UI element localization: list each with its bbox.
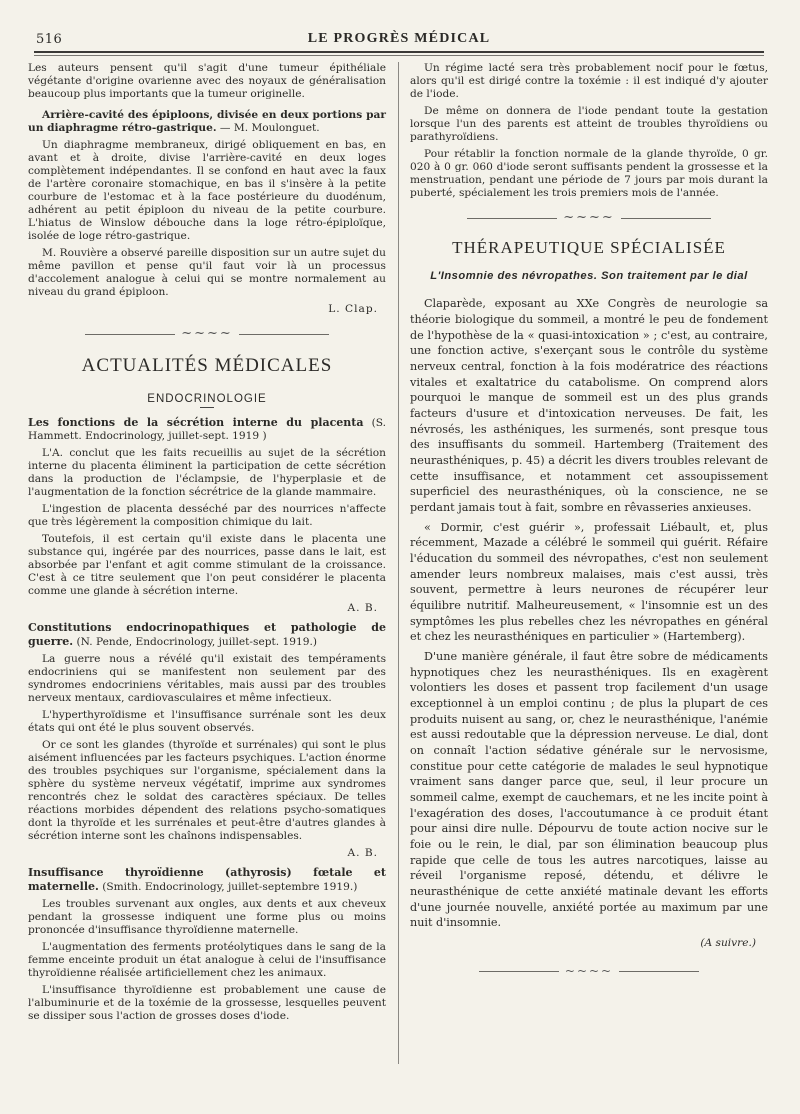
ornament-glyph: ~~~~ — [563, 210, 615, 226]
a1-heading — [28, 416, 386, 443]
a2-signature: A. B. — [347, 847, 378, 860]
page-header — [34, 28, 764, 50]
a1-paragraph-1: L'A. conclut que les faits recueillis au sujet de la sécrétion interne du placenta éliminent la participation de cette sécrétion dans la production de l'éclampsie, de l'hyperplasie et de l'augmentation de la fonction sécrétrice de la glande mammaire. — [28, 446, 386, 498]
left-column — [28, 62, 386, 1027]
a2-paragraph-1: La guerre nous a révélé qu'il existait des tempéraments endocriniens qui se manifestent non seulement par des syndromes endocriniens véritables, mais aussi par des troubles nerveux mentaux, cardiovasculaires et même infectieux. — [28, 653, 386, 705]
subsection-endocrinologie — [28, 392, 386, 408]
a2-paragraph-2: L'hyperthyroïdisme et l'insuffisance surrénale sont les deux états qui ont été le plus souvent observés. — [28, 709, 386, 735]
article-insomnie-body — [410, 296, 768, 931]
a2-reference: (N. Pende, Endocrinology, juillet-sept. 1919.) — [76, 636, 317, 648]
article-constitutions — [28, 621, 386, 860]
article-insuffisance — [28, 866, 386, 1023]
a1-signature: A. B. — [347, 601, 378, 614]
right-paragraph-2: De même on donnera de l'iode pendant toute la gestation lorsque l'un des parents est atteint de troubles thyroïdiens ou parathyroïdiens. — [410, 105, 768, 144]
subsection-label: ENDOCRINOLOGIE — [147, 392, 267, 405]
end-ornament-glyph: ~~~~ — [564, 964, 614, 979]
a3-paragraph-1: Les troubles survenant aux ongles, aux dents et aux cheveux pendant la grossesse indiquent une forme plus ou moins prononcée d'insuffisance thyroïdienne maternelle. — [28, 898, 386, 937]
a3-reference: (Smith. Endocrinology, juillet-septembre 1919.) — [102, 881, 358, 894]
article-subtitle-insomnie: L'Insomnie des névropathes. Son traitement par le dial — [430, 270, 748, 283]
subsection-dash — [200, 407, 214, 408]
insomnie-paragraph-2: « Dormir, c'est guérir », professait Liébault, et, plus récemment, Mazade a célébré le sommeil qui guérit. Réfaire l'éducation du sommeil des névropathes, c'est non seulement amender leurs nombreux malaises, mais c'est aussi, très souvent, permettre à leurs neurones de récupérer leur équilibre nutritif. Malheureusement, « l'insomnie est un des symptômes les plus rebelles chez les névropathes en général et chez les neurasthéniques en particulier » (Hartemberg). — [410, 520, 768, 644]
ornament-glyph: ~~~~ — [181, 326, 233, 342]
a3-paragraph-3: L'insuffisance thyroïdienne est probablement une cause de l'albuminurie et de la toxémie de la grossesse, lesquelles peuvent se dissiper sous l'action de grosses doses d'iode. — [28, 984, 386, 1023]
insomnie-paragraph-1: Claparède, exposant au XXe Congrès de neurologie sa théorie biologique du sommeil, a montré le peu de fondement de l'hypothèse de la « quasi-intoxication » ; c'est, au contraire, une fonction active, s'exerçant sous le contrôle du système nerveux central, fonction à la fois modératrice des réactions vitales et exaltatrice du catabolisme. On comprend alors pourquoi le manque de sommeil est un des plus grands facteurs d'usure et d'intoxication nerveuses. De fait, les névrosés, les asthéniques, les surmenés, sont presque tous des insuffisants du sommeil. Hartemberg (Traitement des neurasthéniques, p. 45) a décrit les divers troubles relevant de cette insuffisance, et notamment cet assoupissement superficiel des neurasthéniques, où la conscience, ne se perdant jamais tout à fait, sombre en rêvasseries anxieuses. — [410, 297, 768, 514]
a3-heading — [28, 866, 386, 894]
arriere-author: — M. Moulonguet. — [219, 122, 320, 135]
page-number: 516 — [36, 32, 63, 47]
right-paragraph-3: Pour rétablir la fonction normale de la glande thyroïde, 0 gr. 020 à 0 gr. 060 d'iode seront suffisants pendent la grossesse et la menstruation, pendant une période de 7 jours par mois durant la puberté, spécialement les trois premiers mois de l'année. — [410, 148, 768, 200]
end-ornament — [410, 964, 768, 979]
a-suivre-note: (A suivre.) — [700, 937, 756, 950]
header-rule — [34, 51, 764, 53]
right-ornament — [410, 210, 768, 226]
right-column — [410, 62, 768, 979]
arriere-paragraph-1: Un diaphragme membraneux, dirigé obliquement en bas, en avant et à droite, divise l'arrière-cavité en deux loges complètement indépendantes. Il se confond en haut avec la faux de l'artère coronaire stomachique, en bas il s'insère à la petite courbure de l'estomac et à la face postérieure du duodénum, adhérent au petit épiploon du niveau de la petite courbure. L'hiatus de Winslow débouche dans la loge rétro-épiploïque, isolée de loge rétro-gastrique. — [28, 139, 386, 243]
a1-reference: (S. Hammett. Endocrinology, juillet-sept. 1919 ) — [28, 416, 386, 442]
header-rule-thin — [34, 55, 764, 56]
left-ornament — [28, 326, 386, 342]
arriere-title: Arrière-cavité des épiploons, divisée en deux portions par un diaphragme rétro-gastrique. — [28, 109, 386, 135]
a1-title: Les fonctions de la sécrétion interne du placenta — [28, 415, 364, 429]
article-placenta — [28, 416, 386, 615]
a3-title: Insuffisance thyroïdienne (athyrosis) fœtale et maternelle. — [28, 866, 386, 894]
arriere-paragraph-2: M. Rouvière a observé pareille disposition sur un autre sujet du même pavillon et pense qu'il faut voir là un processus d'accolement analogue à celui qui se montre normalement au niveau du grand épiploon. — [28, 247, 386, 299]
intro-paragraph: Les auteurs pensent qu'il s'agit d'une tumeur épithéliale végétante d'origine ovarienne avec des noyaux de généralisation beaucoup plus importants que la tumeur originelle. — [28, 62, 386, 101]
a2-title: Constitutions endocrinopathiques et pathologie de guerre. — [28, 620, 386, 648]
a3-paragraph-2: L'augmentation des ferments protéolytiques dans le sang de la femme enceinte produit un état analogue à celui de l'insuffisance thyroïdienne réalisée artificiellement chez les animaux. — [28, 941, 386, 980]
a2-heading — [28, 621, 386, 649]
arriere-cavite-article — [28, 109, 386, 316]
insomnie-paragraph-3: D'une manière générale, il faut être sobre de médicaments hypnotiques chez les neurasthéniques. Ils en exagèrent volontiers les doses et passent trop facilement d'un usage exceptionnel à un emploi continu ; de plus la plupart de ces produits nuisent au sang, or, chez le neurasthénique, l'anémie est aussi redoutable que la dépression nerveuse. Le dial, dont on connaît l'action sédative générale sur le nervosisme, constitue pour cette catégorie de malades le seul hypnotique vraiment sans danger parce que, seul, il leur procure un sommeil calme, exempt de cauchemars, et ne les incite point à l'exagération des doses, l'accoutumance à ce produit étant pour ainsi dire nulle. Dépourvu de toute action nocive sur le foie ou le rein, le dial, par son élimination beaucoup plus rapide que celle de tous les autres narcotiques, laisse au réveil l'organisme reposé, détendu, et délivre le neurasthénique de cette anxiété matinale devant les efforts d'une journée nouvelle, anxiété portée au maximum par une nuit d'insomnie. — [410, 649, 768, 930]
journal-title: LE PROGRÈS MÉDICAL — [307, 31, 491, 46]
column-divider — [398, 62, 399, 1064]
a1-paragraph-2: L'ingestion de placenta desséché par des nourrices n'affecte que très légèrement la composition chimique du lait. — [28, 502, 386, 528]
arriere-title-line — [28, 109, 386, 135]
section-title-actualites: ACTUALITÉS MÉDICALES — [81, 355, 333, 377]
a1-paragraph-3: Toutefois, il est certain qu'il existe dans le placenta une substance qui, ingérée par des nourrices, passe dans le lait, est absorbée par l'enfant et agit comme stimulant de la croissance. C'est à ce titre seulement que l'on peut considérer le placenta comme une glande à sécrétion interne. — [28, 532, 386, 597]
a2-paragraph-3: Or ce sont les glandes (thyroïde et surrénales) qui sont le plus aisément influencées par les facteurs psychiques. L'action énorme des troubles psychiques sur l'organisme, spécialement dans la sphère du système nerveux végétatif, imprime aux syndromes rencontrés chez le soldat des caractères spéciaux. De telles réactions morbides dépendent des relations psycho-somatiques dont la thyroïde et les surrénales et peut-être d'autres glandes à sécrétion interne sont les chaînons indispensables. — [28, 739, 386, 843]
arriere-signature: L. Clap. — [328, 303, 378, 316]
section-title-therapeutique: THÉRAPEUTIQUE SPÉCIALISÉE — [452, 238, 726, 258]
right-paragraph-1: Un régime lacté sera très probablement nocif pour le fœtus, alors qu'il est dirigé contre la toxémie : il est indiqué d'y ajouter de l'iode. — [410, 62, 768, 101]
